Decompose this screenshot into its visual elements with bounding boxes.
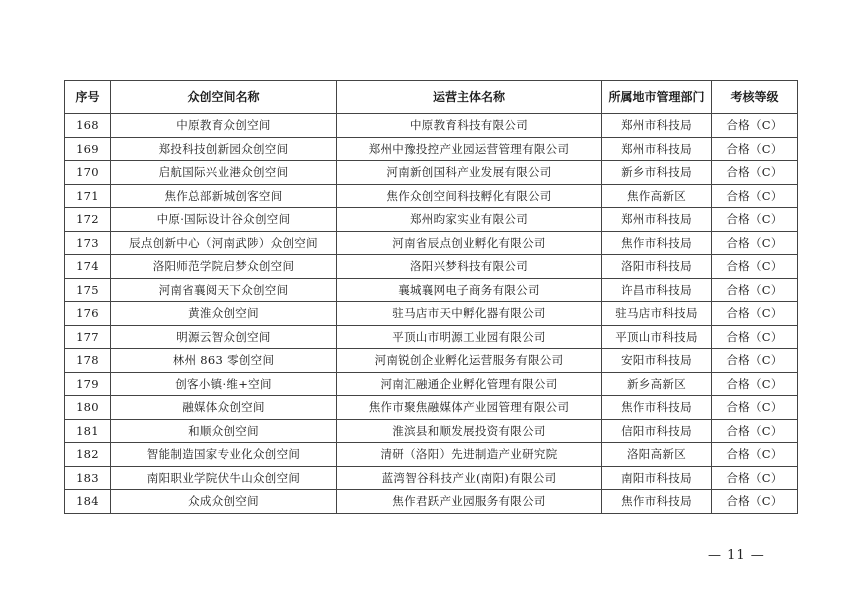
cell-space-name: 创客小镇·维+空间 xyxy=(111,372,337,396)
cell-department: 驻马店市科技局 xyxy=(602,302,712,326)
table-row xyxy=(65,231,798,255)
cell-grade: 合格（C） xyxy=(712,490,798,514)
cell-index: 181 xyxy=(65,419,111,443)
cell-operator: 淮滨县和顺发展投资有限公司 xyxy=(337,419,602,443)
cell-index: 175 xyxy=(65,278,111,302)
cell-operator: 焦作众创空间科技孵化有限公司 xyxy=(337,184,602,208)
cell-department: 新乡市科技局 xyxy=(602,161,712,185)
cell-operator: 河南省辰点创业孵化有限公司 xyxy=(337,231,602,255)
cell-index: 178 xyxy=(65,349,111,373)
cell-space-name: 明源云智众创空间 xyxy=(111,325,337,349)
table-row xyxy=(65,255,798,279)
cell-space-name: 焦作总部新城创客空间 xyxy=(111,184,337,208)
cell-operator: 洛阳兴梦科技有限公司 xyxy=(337,255,602,279)
cell-operator: 河南锐创企业孵化运营服务有限公司 xyxy=(337,349,602,373)
cell-department: 郑州市科技局 xyxy=(602,137,712,161)
header-grade: 考核等级 xyxy=(712,81,798,114)
cell-index: 174 xyxy=(65,255,111,279)
cell-operator: 驻马店市天中孵化器有限公司 xyxy=(337,302,602,326)
cell-index: 169 xyxy=(65,137,111,161)
cell-index: 170 xyxy=(65,161,111,185)
cell-index: 172 xyxy=(65,208,111,232)
cell-index: 182 xyxy=(65,443,111,467)
cell-grade: 合格（C） xyxy=(712,349,798,373)
cell-space-name: 众成众创空间 xyxy=(111,490,337,514)
cell-operator: 平顶山市明源工业园有限公司 xyxy=(337,325,602,349)
cell-operator: 襄城襄网电子商务有限公司 xyxy=(337,278,602,302)
cell-index: 168 xyxy=(65,114,111,138)
cell-space-name: 中原·国际设计谷众创空间 xyxy=(111,208,337,232)
cell-operator: 焦作市聚焦融媒体产业园管理有限公司 xyxy=(337,396,602,420)
cell-department: 郑州市科技局 xyxy=(602,208,712,232)
cell-grade: 合格（C） xyxy=(712,278,798,302)
cell-department: 焦作市科技局 xyxy=(602,490,712,514)
cell-operator: 清研（洛阳）先进制造产业研究院 xyxy=(337,443,602,467)
cell-index: 173 xyxy=(65,231,111,255)
cell-grade: 合格（C） xyxy=(712,443,798,467)
cell-grade: 合格（C） xyxy=(712,466,798,490)
cell-space-name: 辰点创新中心（河南武陟）众创空间 xyxy=(111,231,337,255)
cell-department: 新乡高新区 xyxy=(602,372,712,396)
table-row xyxy=(65,161,798,185)
cell-space-name: 郑投科技创新园众创空间 xyxy=(111,137,337,161)
table-row xyxy=(65,419,798,443)
incubator-assessment-table xyxy=(64,80,798,514)
cell-index: 179 xyxy=(65,372,111,396)
table-row xyxy=(65,278,798,302)
header-department: 所属地市管理部门 xyxy=(602,81,712,114)
cell-operator: 河南汇融通企业孵化管理有限公司 xyxy=(337,372,602,396)
cell-operator: 焦作君跃产业园服务有限公司 xyxy=(337,490,602,514)
cell-space-name: 启航国际兴业港众创空间 xyxy=(111,161,337,185)
cell-grade: 合格（C） xyxy=(712,372,798,396)
cell-department: 郑州市科技局 xyxy=(602,114,712,138)
cell-department: 平顶山市科技局 xyxy=(602,325,712,349)
cell-index: 171 xyxy=(65,184,111,208)
cell-space-name: 中原教育众创空间 xyxy=(111,114,337,138)
cell-department: 焦作市科技局 xyxy=(602,231,712,255)
cell-department: 焦作高新区 xyxy=(602,184,712,208)
header-row xyxy=(65,81,798,114)
header-space-name: 众创空间名称 xyxy=(111,81,337,114)
cell-space-name: 黄淮众创空间 xyxy=(111,302,337,326)
table-row xyxy=(65,372,798,396)
table-row xyxy=(65,490,798,514)
cell-grade: 合格（C） xyxy=(712,325,798,349)
header-operator: 运营主体名称 xyxy=(337,81,602,114)
table-row xyxy=(65,325,798,349)
cell-grade: 合格（C） xyxy=(712,184,798,208)
cell-grade: 合格（C） xyxy=(712,114,798,138)
cell-department: 信阳市科技局 xyxy=(602,419,712,443)
table-row xyxy=(65,443,798,467)
cell-department: 南阳市科技局 xyxy=(602,466,712,490)
cell-space-name: 和顺众创空间 xyxy=(111,419,337,443)
page-number: — 11 — xyxy=(708,548,765,563)
table-row xyxy=(65,302,798,326)
cell-operator: 郑州中豫投控产业园运营管理有限公司 xyxy=(337,137,602,161)
cell-index: 184 xyxy=(65,490,111,514)
cell-grade: 合格（C） xyxy=(712,208,798,232)
cell-space-name: 智能制造国家专业化众创空间 xyxy=(111,443,337,467)
cell-index: 183 xyxy=(65,466,111,490)
cell-space-name: 林州 863 零创空间 xyxy=(111,349,337,373)
cell-operator: 郑州昀家实业有限公司 xyxy=(337,208,602,232)
cell-grade: 合格（C） xyxy=(712,302,798,326)
cell-department: 许昌市科技局 xyxy=(602,278,712,302)
table-row xyxy=(65,114,798,138)
cell-grade: 合格（C） xyxy=(712,419,798,443)
cell-index: 177 xyxy=(65,325,111,349)
cell-operator: 中原教育科技有限公司 xyxy=(337,114,602,138)
cell-space-name: 融媒体众创空间 xyxy=(111,396,337,420)
cell-space-name: 河南省襄阅天下众创空间 xyxy=(111,278,337,302)
cell-department: 洛阳高新区 xyxy=(602,443,712,467)
table-row xyxy=(65,137,798,161)
cell-grade: 合格（C） xyxy=(712,255,798,279)
cell-operator: 河南新创国科产业发展有限公司 xyxy=(337,161,602,185)
cell-index: 180 xyxy=(65,396,111,420)
cell-grade: 合格（C） xyxy=(712,396,798,420)
table-row xyxy=(65,466,798,490)
cell-department: 焦作市科技局 xyxy=(602,396,712,420)
cell-grade: 合格（C） xyxy=(712,137,798,161)
cell-department: 洛阳市科技局 xyxy=(602,255,712,279)
cell-grade: 合格（C） xyxy=(712,231,798,255)
table-row xyxy=(65,396,798,420)
cell-space-name: 洛阳师范学院启梦众创空间 xyxy=(111,255,337,279)
cell-grade: 合格（C） xyxy=(712,161,798,185)
table-header xyxy=(65,81,798,114)
cell-department: 安阳市科技局 xyxy=(602,349,712,373)
table-row xyxy=(65,349,798,373)
cell-operator: 蓝湾智谷科技产业(南阳)有限公司 xyxy=(337,466,602,490)
table-row xyxy=(65,184,798,208)
header-index: 序号 xyxy=(65,81,111,114)
cell-index: 176 xyxy=(65,302,111,326)
cell-space-name: 南阳职业学院伏牛山众创空间 xyxy=(111,466,337,490)
table-row xyxy=(65,208,798,232)
table-body xyxy=(65,114,798,514)
